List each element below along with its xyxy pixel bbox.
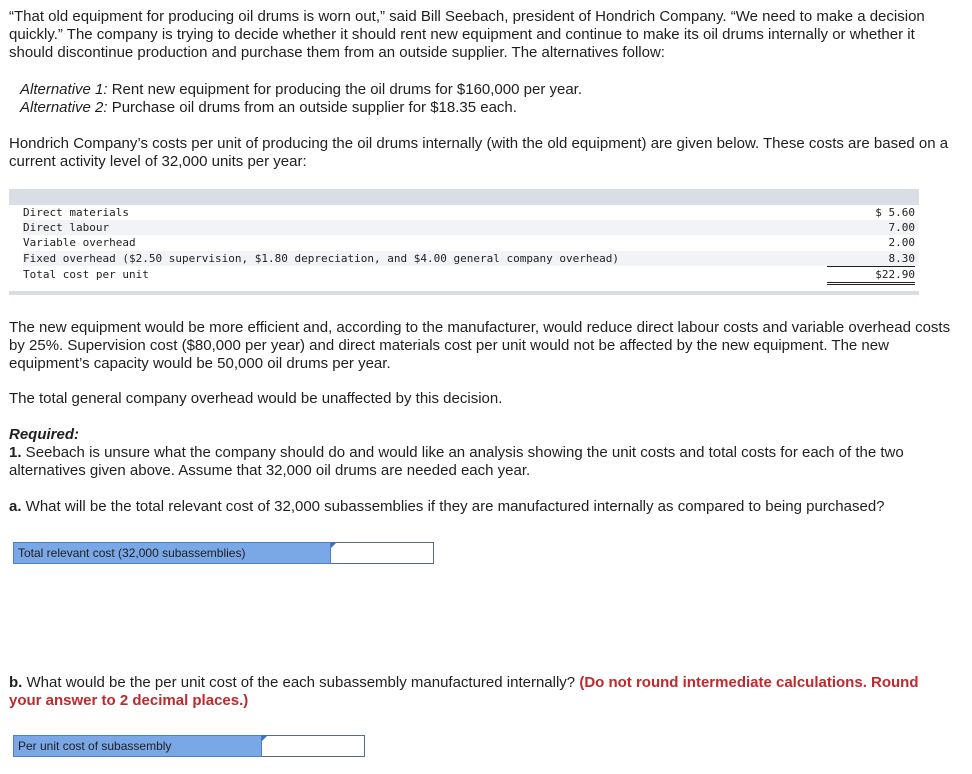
general-overhead-paragraph: The total general company overhead would be unaffected by this decision. xyxy=(9,390,503,407)
required-heading xyxy=(9,426,954,444)
table-footer-band xyxy=(9,291,919,295)
row-label: Variable overhead xyxy=(23,236,136,249)
per-unit-cost-input[interactable] xyxy=(262,735,365,757)
alternative-2 xyxy=(20,99,517,117)
question-a-letter: a. xyxy=(9,498,22,515)
answer-a-row xyxy=(13,542,434,564)
answer-b-row xyxy=(13,735,365,757)
question-b xyxy=(9,674,954,710)
answer-a-label: Total relevant cost (32,000 subassemblies) xyxy=(13,542,331,564)
required-label: Required: xyxy=(9,426,80,443)
row-label: Total cost per unit xyxy=(23,268,149,281)
question-1-text: Seebach is unsure what the company should do and would like an analysis showing the unit costs and total costs for each of the two alternatives given above. Assume that 32,000 oil drums are needed each year. xyxy=(9,444,904,479)
question-1 xyxy=(9,444,954,480)
flag-icon xyxy=(262,735,268,741)
table-row-fixed-overhead xyxy=(23,251,919,266)
question-b-text: What would be the per unit cost of the each subassembly manufactured internally? xyxy=(22,674,580,691)
row-label: Direct labour xyxy=(23,221,110,234)
answer-b-input-wrap xyxy=(262,735,365,757)
answer-a-input-wrap xyxy=(331,542,434,564)
question-a-text: What will be the total relevant cost of 32,000 subassemblies if they are manufactured internally as compared to being purchased? xyxy=(21,498,885,515)
table-row-direct-materials xyxy=(23,205,919,220)
table-row-direct-labour xyxy=(23,220,919,235)
alternative-1 xyxy=(20,81,582,99)
answer-b-label: Per unit cost of subassembly xyxy=(13,735,262,757)
row-value: $ 5.60 xyxy=(875,206,915,219)
question-b-instruction: (Do not round intermediate calculations. Round your answer to 2 decimal places.) xyxy=(9,674,919,709)
table-header-band xyxy=(9,189,919,205)
alternative-2-label: Alternative 2: xyxy=(20,99,108,116)
row-value: $22.90 xyxy=(827,267,915,285)
question-1-number: 1. xyxy=(9,444,22,461)
question-b-letter: b. xyxy=(9,674,23,691)
row-label: Direct materials xyxy=(23,206,129,219)
alternative-1-label: Alternative 1: xyxy=(20,81,108,98)
new-equipment-paragraph: The new equipment would be more efficient and, according to the manufacturer, would reduce direct labour costs and variable overhead costs by 25%. Supervision cost ($80,000 per year) and direct materials cost per unit would not be affected by the new equipment. The new equipment’s capacity would be 50,000 oil drums per year. xyxy=(9,319,951,372)
row-label: Fixed overhead ($2.50 supervision, $1.80 depreciation, and $4.00 general company overhead) xyxy=(23,252,620,265)
total-relevant-cost-input[interactable] xyxy=(331,542,434,564)
question-a xyxy=(9,498,954,516)
alternative-2-text: Purchase oil drums from an outside supplier for $18.35 each. xyxy=(107,99,517,116)
table-row-variable-overhead xyxy=(23,235,919,250)
row-value: 8.30 xyxy=(827,251,915,267)
row-value: 7.00 xyxy=(888,221,915,234)
alternative-1-text: Rent new equipment for producing the oil drums for $160,000 per year. xyxy=(107,81,582,98)
intro-paragraph: “That old equipment for producing oil drums is worn out,” said Bill Seebach, president of Hondrich Company. “We need to make a decision quickly.” The company is trying to decide whether it should rent new equipment and continue to make its oil drums internally or whether it should discontinue production and purchase them from an outside supplier. The alternatives follow: xyxy=(9,8,925,61)
cost-table xyxy=(9,189,919,295)
table-row-total-cost xyxy=(23,267,919,282)
row-value: 2.00 xyxy=(888,236,915,249)
flag-icon xyxy=(331,542,337,548)
costs-intro-paragraph: Hondrich Company’s costs per unit of producing the oil drums internally (with the old equipment) are given below. These costs are based on a current activity level of 32,000 units per year: xyxy=(9,135,949,170)
